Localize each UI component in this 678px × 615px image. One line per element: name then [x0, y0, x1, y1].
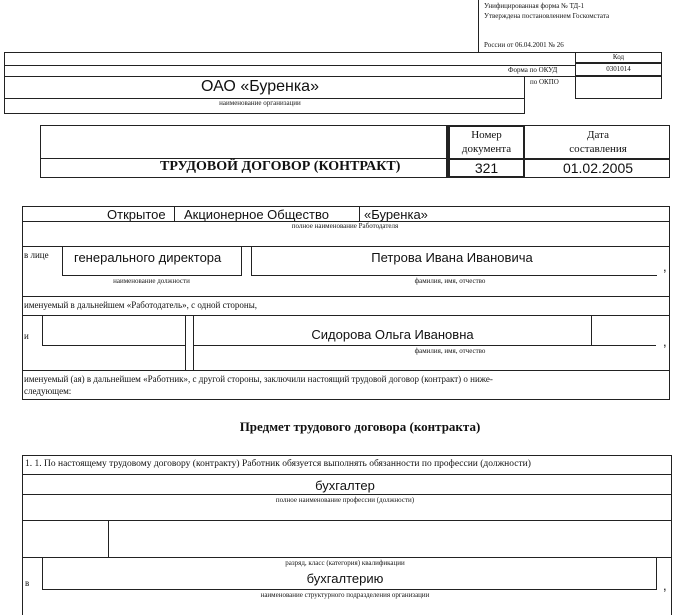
qualification-underline	[22, 557, 672, 558]
employee-underline-right	[193, 345, 656, 346]
employer-name-part1: Открытое	[107, 207, 166, 222]
org-left-border	[4, 52, 5, 114]
department-caption: наименование структурного подразделения организации	[260, 591, 430, 599]
rule-top	[4, 52, 662, 53]
profession: бухгалтер	[315, 478, 375, 493]
date-header: Дата составления	[569, 129, 627, 155]
subject-heading: Предмет трудового договора (контракта)	[239, 419, 481, 434]
rule-okud-bottom	[4, 76, 575, 77]
person-caption: фамилия, имя, отчество	[414, 277, 486, 285]
employee-sep2	[185, 315, 186, 370]
position-right-border	[241, 246, 242, 276]
employer-position: генерального директора	[74, 250, 222, 265]
number-header: Номер документа	[461, 129, 512, 155]
department-comma: ,	[663, 578, 667, 593]
okud-cell	[575, 63, 662, 76]
department-underline	[42, 589, 656, 590]
code-header-cell	[575, 52, 662, 63]
employee-top-rule	[22, 315, 669, 316]
okud-value: 0301014	[606, 65, 631, 73]
employer-person-top-rule	[22, 246, 669, 247]
department-right-border	[656, 557, 657, 590]
position-caption: наименование должности	[113, 277, 190, 285]
org-bottom-rule	[4, 113, 524, 114]
and-label: и	[24, 331, 29, 341]
title-right-border	[446, 125, 448, 178]
contract-title: ТРУДОВОЙ ДОГОВОР (КОНТРАКТ)	[160, 159, 401, 174]
department-left-border	[42, 557, 43, 590]
okpo-label: по ОКПО	[530, 78, 559, 86]
okud-label: Форма по ОКУД	[508, 66, 558, 74]
employer-sep2	[359, 206, 360, 221]
org-right-border	[524, 76, 525, 114]
employer-name-part2: Акционерное Общество	[184, 207, 329, 222]
form-header-left-border	[478, 0, 479, 52]
subject-clause: 1. 1. По настоящему трудовому договору (контракту) Работник обязуется выполнять обязанности по профессии (должности)	[25, 459, 531, 469]
qualification-top-rule	[22, 520, 672, 521]
employee-named-text-2: следующем:	[24, 386, 72, 396]
contract-number: 321	[474, 160, 499, 176]
person-underline	[251, 275, 657, 276]
organization-caption: наименование организации	[219, 99, 301, 107]
employer-name-caption: полное наименование Работодателя	[291, 222, 399, 230]
employee-named-top-rule	[22, 370, 669, 371]
employee-person: Сидорова Ольга Ивановна	[311, 327, 474, 342]
employee-sep3	[193, 315, 194, 370]
employee-comma: ,	[663, 334, 667, 349]
code-label: Код	[612, 53, 625, 61]
form-header-line2: Утверждена постановлением Госкомстата	[484, 12, 610, 20]
okpo-cell	[575, 76, 662, 99]
form-header-line3: России от 06.04.2001 № 26	[484, 41, 564, 49]
employer-sep1	[174, 206, 175, 221]
employer-comma: ,	[663, 259, 667, 274]
qualification-caption: разряд, класс (категория) квалификации	[285, 559, 405, 567]
body-right-border	[669, 206, 670, 400]
profession-underline	[22, 494, 672, 495]
employee-sep1	[42, 315, 43, 345]
employer-named-top-rule	[22, 296, 669, 297]
in-label: в	[25, 578, 30, 588]
position-left-border	[62, 246, 63, 276]
position-underline	[62, 275, 241, 276]
employer-person: Петрова Ивана Ивановича	[371, 250, 533, 265]
employee-sep4	[591, 315, 592, 345]
clause-underline	[22, 474, 672, 475]
employee-person-caption: фамилия, имя, отчество	[414, 347, 486, 355]
form-header-line1: Унифицированная форма № ТД-1	[484, 2, 585, 10]
rule-okud	[4, 65, 576, 66]
department: бухгалтерию	[306, 571, 384, 586]
contract-date: 01.02.2005	[562, 160, 634, 176]
organization-name: ОАО «Буренка»	[201, 78, 319, 95]
employer-name-part3: «Буренка»	[364, 207, 428, 222]
employer-named-text: именуемый в дальнейшем «Работодатель», с одной стороны,	[24, 300, 258, 310]
employee-named-text-1: именуемый (ая) в дальнейшем «Работник», с другой стороны, заключили настоящий трудовой договор (контракт) о ниже-	[24, 374, 493, 384]
employee-bottom-rule	[22, 399, 669, 400]
profession-caption: полное наименование профессии (должности)	[275, 496, 415, 504]
qualification-sep	[108, 520, 109, 558]
employee-underline-left	[42, 345, 185, 346]
in-person-label: в лице	[24, 250, 49, 260]
